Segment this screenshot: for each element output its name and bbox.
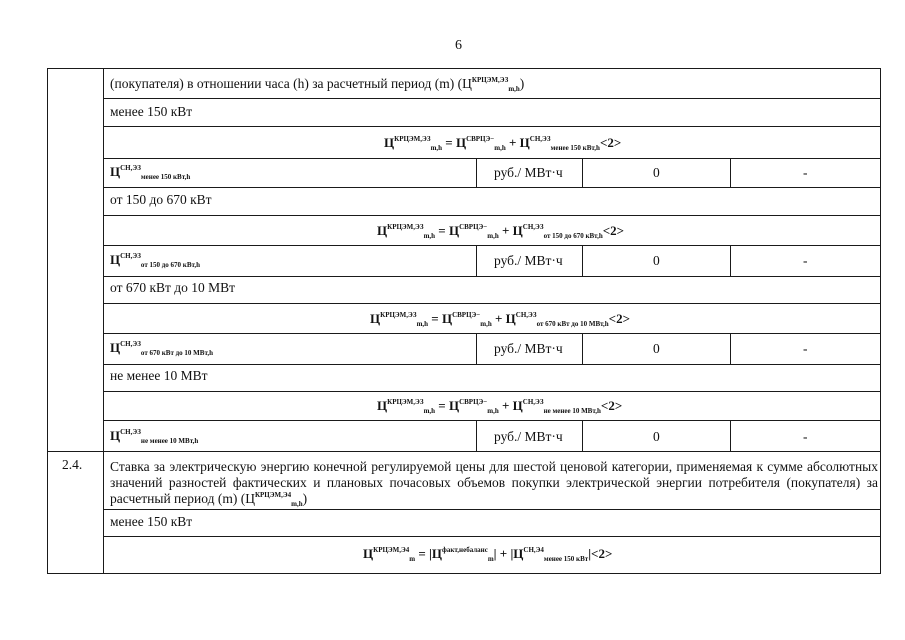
row-border [103, 536, 881, 537]
row-border [103, 303, 881, 304]
category-label: не менее 10 МВт [110, 368, 208, 383]
price-formula: $Ц^{КРЦЭМ,ЭЗ}_{m,h} = Ц^{СВРЦЭ-}_{m,h} + Ц^{СН,ЭЗ}_{менее 150 кВт,h}<2>$ [384, 135, 622, 152]
category-label: от 150 до 670 кВт [110, 192, 212, 207]
row-border [47, 573, 881, 574]
value-column-divider-1 [582, 158, 583, 187]
unit-column-divider-2 [476, 245, 477, 276]
price-formula: $Ц^{КРЦЭМ,ЭЗ}_{m,h} = Ц^{СВРЦЭ-}_{m,h} + Ц^{СН,ЭЗ}_{от 670 кВт до 10 МВт,h}<2>$ [370, 311, 630, 328]
row-border [47, 68, 881, 69]
row-border [103, 391, 881, 392]
row-border [103, 509, 881, 510]
row-border [103, 333, 881, 334]
table-column-divider [103, 68, 104, 573]
unit-cell: руб./ МВт·ч [494, 165, 563, 180]
value-cell: 0 [653, 341, 660, 356]
unit-column-divider-3 [476, 333, 477, 364]
row-border [103, 215, 881, 216]
unit-cell: руб./ МВт·ч [494, 429, 563, 444]
price-formula: $Ц^{КРЦЭМ,Э4}_m = |Ц^{факт,небаланс}_m| + |Ц^{СН,Э4}_{менее 150 кВт}|<2>$ [363, 546, 613, 563]
extra-column-divider-1 [730, 158, 731, 187]
row-border [103, 158, 881, 159]
unit-column-divider-1 [476, 158, 477, 187]
rate-symbol: $Ц^{СН,ЭЗ}_{от 670 кВт до 10 МВт,h}$ [110, 340, 214, 357]
category-label: менее 150 кВт [110, 514, 193, 529]
extra-column-divider-3 [730, 333, 731, 364]
extra-cell: - [803, 429, 808, 444]
page-number: 6 [455, 38, 462, 53]
section-description: Ставка за электрическую энергию конечной регулируемой цены для шестой ценовой категории, применяемая к сумме абсолютных значений разностей фактических и плановых почасовых объемов покупки электрической энергии потребителя (покупателя) за расчетный период (m) $(Ц^{КРЦЭМ,Э4}_{m,h})$ [110, 459, 878, 508]
price-formula: $Ц^{КРЦЭМ,ЭЗ}_{m,h} = Ц^{СВРЦЭ-}_{m,h} + Ц^{СН,ЭЗ}_{не менее 10 МВт,h}<2>$ [377, 398, 623, 415]
extra-cell: - [803, 253, 808, 268]
unit-column-divider-4 [476, 420, 477, 451]
value-cell: 0 [653, 165, 660, 180]
rate-symbol: $Ц^{СН,ЭЗ}_{не менее 10 МВт,h}$ [110, 428, 199, 445]
extra-column-divider-2 [730, 245, 731, 276]
row-border [103, 187, 881, 188]
row-border [103, 98, 881, 99]
rate-symbol: $Ц^{СН,ЭЗ}_{от 150 до 670 кВт,h}$ [110, 252, 201, 269]
extra-column-divider-4 [730, 420, 731, 451]
value-cell: 0 [653, 429, 660, 444]
row-border [47, 451, 881, 452]
category-label: менее 150 кВт [110, 104, 193, 119]
row-border [103, 276, 881, 277]
value-column-divider-2 [582, 245, 583, 276]
row-border [103, 245, 881, 246]
rate-symbol: $Ц^{СН,ЭЗ}_{менее 150 кВт,h}$ [110, 164, 191, 181]
value-column-divider-4 [582, 420, 583, 451]
table-left-border [47, 68, 48, 573]
row-border [103, 126, 881, 127]
table-right-border [880, 68, 881, 573]
unit-cell: руб./ МВт·ч [494, 253, 563, 268]
intro-text: (покупателя) в отношении часа (h) за расчетный период (m) $(Ц^{КРЦЭМ,ЭЗ}_{m,h})$ [110, 76, 525, 93]
price-formula: $Ц^{КРЦЭМ,ЭЗ}_{m,h} = Ц^{СВРЦЭ-}_{m,h} + Ц^{СН,ЭЗ}_{от 150 до 670 кВт,h}<2>$ [377, 223, 625, 240]
row-border [103, 420, 881, 421]
section-number: 2.4. [62, 457, 83, 472]
value-column-divider-3 [582, 333, 583, 364]
value-cell: 0 [653, 253, 660, 268]
extra-cell: - [803, 341, 808, 356]
category-label: от 670 кВт до 10 МВт [110, 280, 236, 295]
unit-cell: руб./ МВт·ч [494, 341, 563, 356]
row-border [103, 364, 881, 365]
extra-cell: - [803, 165, 808, 180]
